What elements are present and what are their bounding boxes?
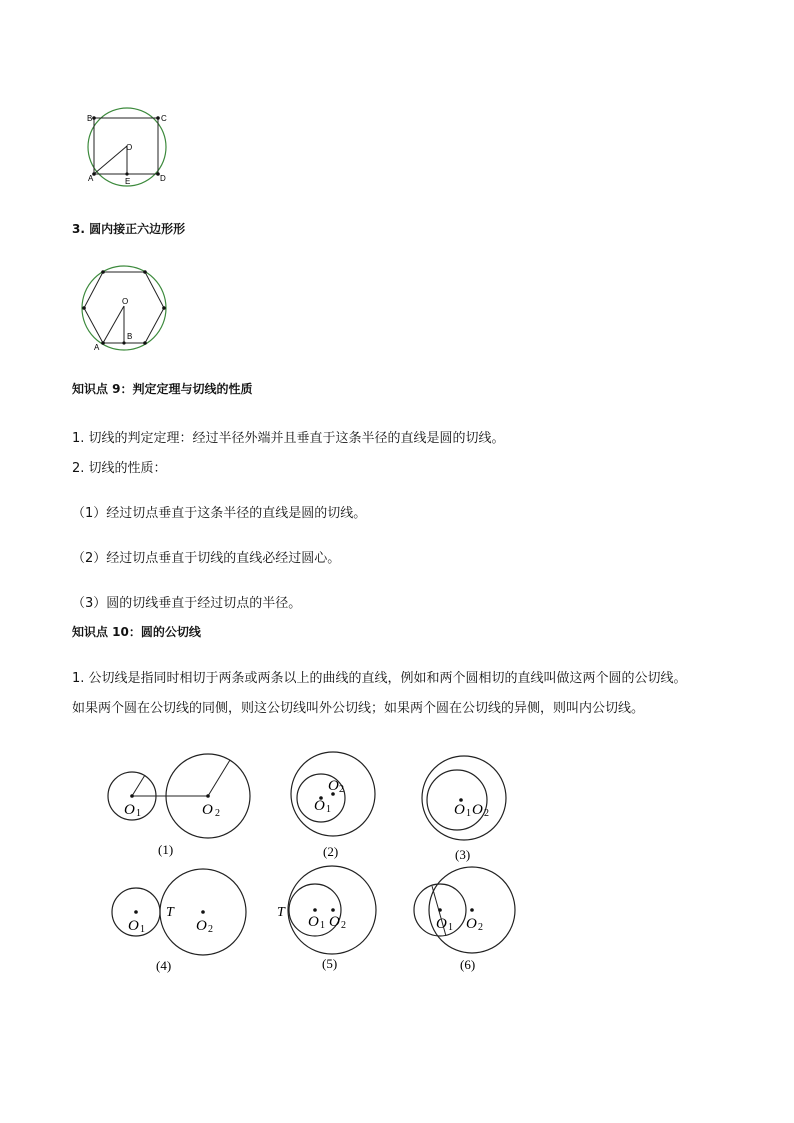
label-b: B bbox=[127, 332, 133, 341]
kp10-title: 知识点 10：圆的公切线 bbox=[72, 625, 201, 639]
kp9-paragraph-3: （1）经过切点垂直于这条半径的直线是圆的切线。 bbox=[72, 506, 367, 521]
kp9-paragraph-1: 1. 切线的判定定理：经过半径外端并且垂直于这条半径的直线是圆的切线。 bbox=[72, 431, 505, 446]
svg-text:O: O bbox=[328, 778, 339, 794]
label-d: D bbox=[160, 174, 166, 183]
svg-text:1: 1 bbox=[326, 804, 331, 815]
svg-text:O: O bbox=[202, 802, 213, 818]
svg-text:O: O bbox=[472, 802, 483, 818]
svg-text:(1): (1) bbox=[158, 842, 174, 857]
label-o: O bbox=[126, 143, 133, 152]
section-3-title: 3. 圆内接正六边形形 bbox=[72, 222, 186, 236]
svg-text:(6): (6) bbox=[460, 957, 476, 972]
point-b bbox=[92, 116, 96, 120]
label-e: E bbox=[125, 177, 131, 186]
svg-text:O: O bbox=[314, 798, 325, 814]
svg-text:T: T bbox=[277, 905, 285, 920]
svg-text:1: 1 bbox=[140, 924, 145, 935]
svg-text:1: 1 bbox=[466, 808, 471, 819]
circle-positions-figure bbox=[100, 748, 530, 980]
case-1 bbox=[108, 754, 250, 857]
inscribed-hexagon-figure bbox=[76, 262, 172, 354]
svg-text:(3): (3) bbox=[455, 847, 471, 862]
svg-text:(5): (5) bbox=[322, 956, 338, 971]
kp9-title: 知识点 9：判定定理与切线的性质 bbox=[72, 382, 253, 396]
svg-text:O: O bbox=[196, 918, 207, 934]
hex-vertex bbox=[162, 306, 166, 310]
svg-text:O: O bbox=[308, 914, 319, 930]
svg-text:1: 1 bbox=[448, 922, 453, 933]
case-2 bbox=[291, 752, 375, 859]
label-a: A bbox=[88, 174, 94, 183]
kp10-paragraph-1: 1. 公切线是指同时相切于两条或两条以上的曲线的直线，例如和两个圆相切的直线叫做这两个圆的公切线。 bbox=[72, 671, 687, 686]
svg-text:O: O bbox=[436, 916, 447, 932]
hex-vertex bbox=[101, 270, 105, 274]
hex-vertex bbox=[143, 341, 147, 345]
hex-vertex bbox=[101, 341, 105, 345]
svg-text:O: O bbox=[466, 916, 477, 932]
radius-oa bbox=[103, 306, 124, 343]
kp9-paragraph-2: 2. 切线的性质： bbox=[72, 461, 167, 476]
label-c: C bbox=[161, 114, 167, 123]
label-b: B bbox=[87, 114, 93, 123]
svg-text:2: 2 bbox=[484, 808, 489, 819]
svg-text:2: 2 bbox=[478, 922, 483, 933]
kp10-paragraph-2: 如果两个圆在公切线的同侧，则这公切线叫外公切线；如果两个圆在公切线的异侧，则叫内公切线。 bbox=[72, 701, 645, 716]
inscribed-square-figure bbox=[82, 104, 182, 190]
point-b bbox=[122, 341, 125, 344]
svg-text:(4): (4) bbox=[156, 958, 172, 973]
case-5 bbox=[277, 866, 376, 971]
case-3 bbox=[422, 756, 506, 862]
svg-text:2: 2 bbox=[215, 808, 220, 819]
case-6 bbox=[414, 867, 515, 972]
svg-text:2: 2 bbox=[208, 924, 213, 935]
label-a: A bbox=[94, 343, 100, 352]
svg-text:2: 2 bbox=[339, 784, 344, 795]
svg-text:O: O bbox=[124, 802, 135, 818]
svg-text:2: 2 bbox=[341, 920, 346, 931]
radius-oa bbox=[94, 146, 127, 174]
kp9-paragraph-4: （2）经过切点垂直于切线的直线必经过圆心。 bbox=[72, 551, 341, 566]
hex-vertex bbox=[143, 270, 147, 274]
point-e bbox=[125, 172, 128, 175]
svg-text:O: O bbox=[128, 918, 139, 934]
svg-text:T: T bbox=[166, 905, 174, 920]
svg-text:(2): (2) bbox=[323, 844, 339, 859]
svg-text:O: O bbox=[329, 914, 340, 930]
label-o: O bbox=[122, 297, 129, 306]
svg-text:1: 1 bbox=[320, 920, 325, 931]
svg-text:1: 1 bbox=[136, 808, 141, 819]
hex-vertex bbox=[82, 306, 86, 310]
point-c bbox=[156, 116, 160, 120]
kp9-paragraph-5: （3）圆的切线垂直于经过切点的半径。 bbox=[72, 596, 302, 611]
svg-text:O: O bbox=[454, 802, 465, 818]
case-4 bbox=[112, 869, 246, 973]
